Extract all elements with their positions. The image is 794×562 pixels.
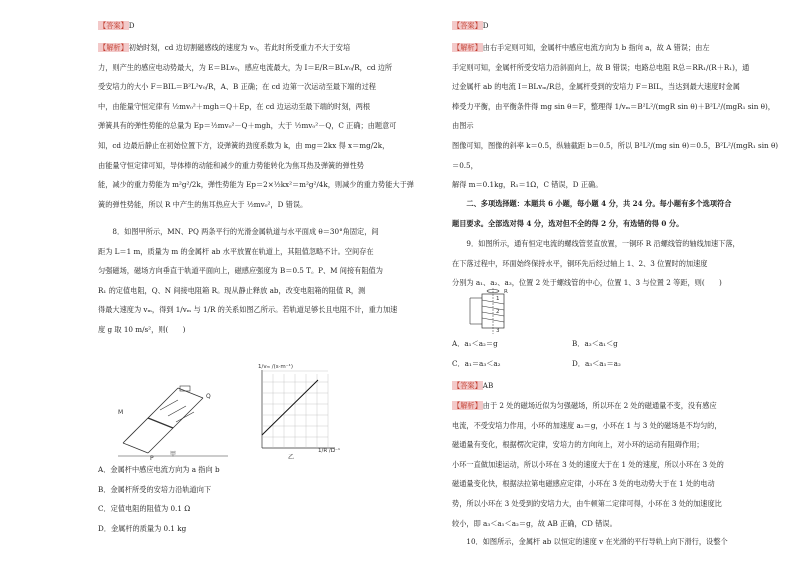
question-line: R₁ 的定值电阻，Q、N 间接电阻箱 R。现从静止释放 ab，改变电阻箱的阻值 R，测	[98, 285, 366, 295]
question-line: 8．如图甲所示，MN、PQ 两条平行的光滑金属轨道与水平面成 θ＝30°角固定，间	[112, 227, 379, 236]
question-line: 距为 L＝1 m，质量为 m 的金属杆 ab 水平放置在轨道上，其阻值忽略不计。空间存在	[98, 246, 374, 256]
analysis-9	[452, 396, 782, 533]
analysis-tag: 【解析】	[453, 43, 482, 52]
analysis-line: 由能量守恒定律可知，导体棒的动能和减少的重力势能转化为焦耳热及弹簧的弹性势	[98, 160, 364, 170]
question-9-options	[452, 334, 692, 373]
analysis-line: 能，减少的重力势能为 m²g²/2k，弹性势能为 Ep＝2×½kx²＝m²g²/4k，则减少的重力势能大于弹	[98, 180, 414, 190]
analysis-line: 小环一直做加速运动，所以小环在 3 处的速度大于在 1 处的速度，所以小环在 3 处的	[452, 459, 724, 469]
figure-jia-label: 甲	[170, 451, 177, 458]
label-1: 1	[496, 296, 500, 302]
option-c[interactable]: C．a₁＝a₃＜a₂	[452, 358, 501, 368]
option-b[interactable]: B．金属杆所受的安培力沿轨道向下	[98, 484, 212, 494]
analysis-line: 棒受力平衡，由平衡条件得 mg sin θ＝F，整理得 1/vₘ＝B²L²/(mgR sin θ)＋B²L²/(mgR₁ sin θ)，由图示	[452, 101, 775, 131]
section-two-heading	[452, 194, 782, 233]
analysis-line: 弹簧具有的弹性势能的总量为 Ep＝½mv₀²－Q＋mgh，大于 ½mv₀²－Q，C 正确；由题意可	[98, 121, 397, 131]
answer-tag: 【答案】	[453, 381, 482, 390]
analysis-7	[98, 38, 428, 214]
answer-9	[452, 376, 493, 396]
svg-text:Q: Q	[206, 393, 211, 400]
analysis-8	[452, 38, 782, 195]
analysis-line: 图像可知，图像的斜率 k＝0.5，纵轴截距 b＝0.5，所以 B²L²/(mg sin θ)＝0.5，B²L²/(mgR₁ sin θ)＝0.5，	[452, 140, 779, 170]
analysis-line: 知，cd 边最后静止在初始位置下方，设弹簧的劲度系数为 k，由 mg＝2kx 得 x＝mg/2k，	[98, 140, 390, 150]
analysis-tag: 【解析】	[99, 43, 128, 52]
analysis-line: 簧的弹性势能，所以 R 中产生的焦耳热应大于 ½mv₀²，D 错误。	[98, 199, 308, 209]
analysis-line: 磁通量有变化，根据楞次定律，安培力的方向向上，对小环的运动有阻碍作用；	[452, 440, 704, 450]
analysis-line: 电流，不受安培力作用，小环的加速度 a₂＝g，小环在 1 与 3 处的磁场是不均匀的，	[452, 420, 722, 430]
graph-ylabel: 1/vₘ /(s·m⁻¹)	[258, 364, 294, 370]
question-line: 度 g 取 10 m/s²，则( )	[98, 324, 186, 334]
answer-value: AB	[482, 381, 494, 390]
label-r: R	[504, 289, 508, 295]
label-2: 2	[496, 309, 500, 315]
analysis-line: 中，由能量守恒定律有 ½mv₀²＋mgh＝Q＋Ep，在 cd 边运动至最下端的时刻，两根	[98, 101, 371, 111]
question-9	[452, 234, 782, 293]
analysis-tag: 【解析】	[453, 401, 482, 410]
label-3: 3	[496, 328, 500, 334]
question-line: 10．如图所示，金属杆 ab 以恒定的速度 v 在光滑的平行导轨上向下滑行，设整个	[466, 537, 728, 546]
option-a[interactable]: A．金属杆中感应电流方向为 a 指向 b	[98, 465, 220, 474]
svg-text:M: M	[118, 409, 124, 416]
question-line: 在下落过程中，环面始终保持水平，铜环先后经过轴上 1、2、3 位置时的加速度	[452, 258, 708, 268]
answer-value: D	[482, 21, 489, 30]
question-line: 9．如图所示，通有恒定电流的螺线管竖直放置，一铜环 R 沿螺线管的轴线加速下落，	[466, 239, 740, 248]
question-10	[452, 532, 782, 552]
analysis-line: 初始时刻，cd 边切割磁感线的速度为 v₀，若此时所受重力不大于安培	[128, 43, 351, 52]
rail-pq	[148, 398, 203, 453]
answer-tag: 【答案】	[99, 21, 128, 30]
analysis-line: 解得 m＝0.1kg，R₁＝1Ω，C 错误，D 正确。	[452, 180, 603, 190]
solenoid-figure	[460, 288, 540, 336]
rail-mn	[123, 388, 178, 443]
question-line: 得最大速度为 vₘ，得到 1/vₘ 与 1/R 的关系如图乙所示。若轨道足够长且电阻不计，重力加速	[98, 305, 398, 315]
option-a[interactable]: A．a₁＜a₂＝g	[452, 339, 498, 348]
analysis-line: 手定则可知，金属杆所受安培力沿斜面向上，故 B 错误；电路总电阻 R总＝RR₁/(R＋R₁)，通	[452, 62, 750, 72]
question-8-options	[98, 460, 428, 538]
graph-figure	[240, 360, 350, 460]
analysis-line: 较小，即 a₃＜a₁＜a₂＝g，故 AB 正确，CD 错误。	[452, 518, 617, 528]
option-d[interactable]: D．金属杆的质量为 0.1 kg	[98, 523, 187, 533]
analysis-line: 受安培力的大小 F＝BIL＝B²L²v₀/R，A、B 正确；在 cd 边第一次运动至最下端的过程	[98, 82, 376, 92]
option-d[interactable]: D．a₃＜a₁＝a₂	[572, 358, 621, 368]
rod-ab	[148, 418, 173, 428]
incline-rails-figure	[118, 368, 238, 460]
figure-yi-label: 乙	[288, 454, 295, 460]
answer-tag: 【答案】	[453, 21, 482, 30]
option-c[interactable]: C．定值电阻的阻值为 0.1 Ω	[98, 504, 191, 514]
answer-7	[98, 16, 135, 36]
section-line: 题目要求。全部选对得 4 分，选对但不全的得 2 分，有选错的得 0 分。	[452, 218, 684, 228]
analysis-line: 力，则产生的感应电动势最大，为 E＝BLv₀，感应电流最大，为 I＝E/R＝BLv₀/R，cd 边所	[98, 62, 393, 72]
analysis-line: 由于 2 处的磁场近似为匀强磁场，所以环在 2 处的磁通量不变，没有感应	[482, 401, 717, 410]
answer-value: D	[128, 21, 135, 30]
svg-text:P: P	[150, 455, 154, 460]
graph-xlabel: 1/R /Ω⁻¹	[318, 448, 341, 454]
graph-grid	[262, 371, 328, 448]
analysis-line: 由右手定则可知，金属杆中感应电流方向为 b 指向 a，故 A 错误；由左	[482, 43, 710, 52]
analysis-line: 磁通量变化快，根据法拉第电磁感应定律，小环在 3 处的电动势大于在 1 处的电动	[452, 479, 715, 489]
option-b[interactable]: B．a₃＜a₁＜g	[572, 339, 618, 348]
section-line: 二、多项选择题：本题共 6 小题，每小题 4 分，共 24 分。每小题有多个选项符合	[466, 199, 732, 208]
question-line: 分别为 a₁、a₂、a₃，位置 2 处于螺线管的中心，位置 1、3 与位置 2 等距，则( )	[452, 278, 722, 288]
question-line: 匀强磁场，磁场方向垂直于轨道平面向上，磁感应强度为 B＝0.5 T。P、M 间接有阻值为	[98, 266, 383, 276]
graph-line	[262, 380, 318, 435]
analysis-line: 过金属杆 ab 的电流 I＝BLvₘ/R总，金属杆受到的安培力 F＝BIL，当达到最大速度时金属	[452, 82, 740, 92]
answer-8	[452, 16, 489, 36]
question-8	[98, 222, 428, 340]
analysis-line: 势，所以小环在 3 处受到的安培力大，由牛顿第二定律可得，小环在 3 处的加速度比	[452, 498, 722, 508]
resistor-r	[180, 386, 190, 391]
